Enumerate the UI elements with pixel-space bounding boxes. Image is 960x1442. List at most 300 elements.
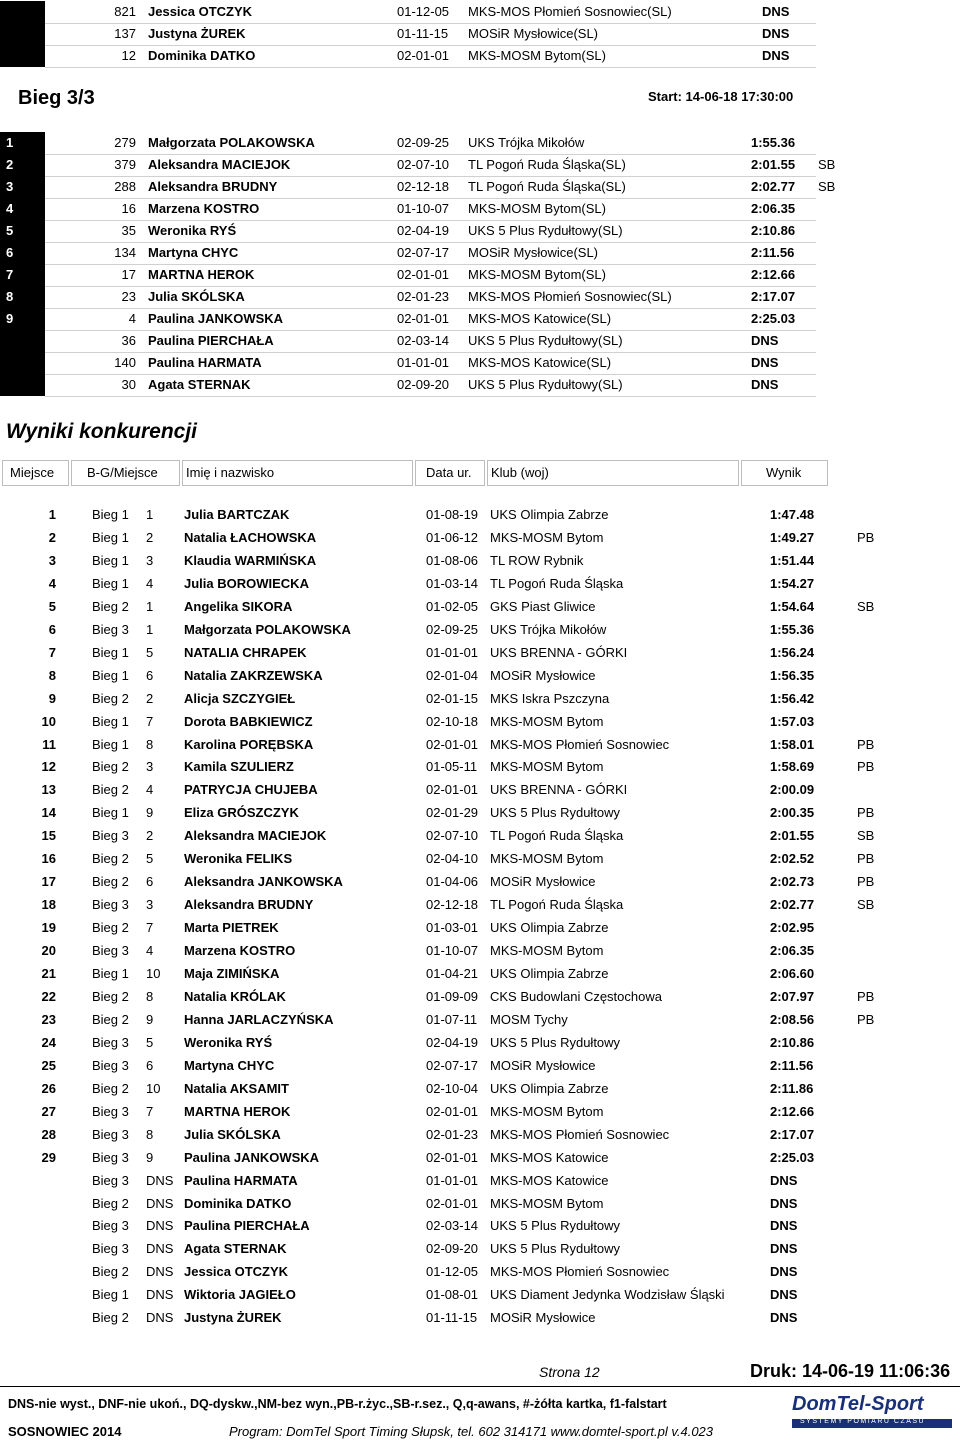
club-name: TL Pogoń Ruda Śląska (490, 828, 624, 844)
result-time: 1:57.03 (770, 713, 815, 729)
club-name: UKS 5 Plus Rydułtowy(SL) (468, 377, 623, 392)
heat-place: 7 (146, 1103, 154, 1119)
birth-date: 01-12-05 (426, 1264, 479, 1280)
result-time: 1:47.48 (770, 507, 815, 522)
heat-label: Bieg 3 (92, 1172, 129, 1188)
place-number: 14 (41, 805, 56, 821)
heat-label: Bieg 3 (92, 1057, 129, 1073)
bib-number: 16 (121, 201, 136, 216)
club-name: GKS Piast Gliwice (490, 598, 596, 614)
place-number: 13 (41, 782, 56, 798)
athlete-name: Dominika DATKO (184, 1195, 292, 1211)
result-time: 1:55.36 (751, 135, 796, 150)
result-row (0, 1169, 960, 1192)
table-row (0, 352, 820, 374)
program-info: Program: DomTel Sport Timing Słupsk, tel. 602 314171 www.domtel-sport.pl v.4.023 (229, 1424, 714, 1439)
heat-label: Bieg 1 (92, 713, 129, 729)
athlete-name: Agata STERNAK (184, 1241, 287, 1257)
footer-divider (0, 1386, 960, 1387)
heat-label: Bieg 2 (92, 874, 129, 890)
result-row (0, 1077, 960, 1100)
place-number: 24 (41, 1034, 56, 1050)
birth-date: 01-07-11 (426, 1011, 478, 1027)
bib-number: 30 (121, 377, 136, 392)
birth-date: 02-01-01 (426, 1149, 479, 1165)
heat-place: 3 (146, 552, 154, 568)
club-name: UKS Trójka Mikołów (468, 135, 585, 150)
place-number: 7 (48, 644, 56, 660)
result-time: 2:11.56 (770, 1057, 814, 1073)
result-time: 2:01.55 (770, 828, 815, 844)
domtel-logo (792, 1393, 956, 1435)
result-time: 1:49.27 (770, 529, 815, 545)
birth-date: 02-09-20 (397, 377, 450, 392)
heat-label: Bieg 2 (92, 1011, 129, 1027)
print-timestamp: Druk: 14-06-19 11:06:36 (750, 1361, 951, 1381)
heat-label: Bieg 3 (92, 1103, 129, 1119)
athlete-name: Weronika RYŚ (148, 223, 237, 238)
athlete-name: Aleksandra JANKOWSKA (184, 874, 343, 890)
club-name: UKS 5 Plus Rydułtowy (490, 805, 621, 821)
heat-place: 5 (146, 1034, 154, 1050)
heat-place: 4 (146, 943, 154, 959)
club-name: UKS Olimpia Zabrze (490, 920, 609, 936)
heat-place: 1 (146, 507, 154, 522)
result-row (0, 939, 960, 962)
club-name: UKS 5 Plus Rydułtowy(SL) (468, 223, 623, 238)
result-time: 2:08.56 (770, 1011, 815, 1027)
birth-date: 02-10-04 (426, 1080, 479, 1096)
heat-label: Bieg 1 (92, 644, 129, 660)
athlete-name: MARTNA HEROK (148, 267, 255, 282)
club-name: UKS 5 Plus Rydułtowy (490, 1241, 621, 1257)
record-flag: PB (857, 988, 875, 1004)
header-name: Imię i nazwisko (182, 460, 413, 486)
athlete-name: Paulina JANKOWSKA (184, 1149, 320, 1165)
athlete-name: Julia BOROWIECKA (184, 575, 309, 591)
record-flag: PB (857, 759, 875, 775)
club-name: MKS-MOSM Bytom(SL) (468, 48, 606, 63)
birth-date: 02-07-17 (397, 245, 450, 260)
result-time: DNS (762, 26, 790, 41)
result-row (0, 893, 960, 916)
heat-place: DNS (146, 1310, 174, 1326)
athlete-name: Justyna ŻUREK (148, 26, 246, 41)
birth-date: 02-01-01 (426, 1103, 479, 1119)
club-name: MOSiR Mysłowice (490, 874, 596, 890)
result-row (0, 618, 960, 641)
heat-place: DNS (146, 1172, 174, 1188)
athlete-name: Maja ZIMIŃSKA (184, 966, 280, 981)
record-flag: PB (857, 529, 875, 545)
birth-date: 02-01-01 (397, 267, 450, 282)
record-flag: PB (857, 736, 875, 752)
place-number: 4 (6, 201, 14, 216)
table-row (0, 1, 820, 23)
result-time: DNS (762, 48, 790, 63)
club-name: TL ROW Rybnik (490, 552, 584, 568)
athlete-name: Wiktoria JAGIEŁO (184, 1287, 296, 1303)
record-flag: PB (857, 1011, 875, 1027)
birth-date: 01-03-01 (426, 920, 479, 936)
result-row (0, 778, 960, 801)
place-number: 29 (41, 1149, 56, 1165)
club-name: MKS-MOSM Bytom (490, 851, 604, 867)
result-time: DNS (770, 1264, 798, 1280)
bib-number: 12 (121, 48, 136, 63)
heat-place: DNS (146, 1264, 174, 1280)
heat-label: Bieg 2 (92, 1310, 129, 1326)
heat-label: Bieg 3 (92, 1149, 129, 1165)
result-time: 2:25.03 (751, 311, 796, 326)
club-name: MOSM Tychy (490, 1011, 568, 1027)
record-flag: SB (857, 598, 875, 614)
place-number: 3 (48, 552, 56, 568)
athlete-name: Julia SKÓLSKA (184, 1126, 281, 1142)
result-time: 2:00.09 (770, 782, 815, 798)
table-row (0, 264, 820, 286)
result-time: DNS (770, 1287, 798, 1303)
result-row (0, 641, 960, 664)
birth-date: 01-06-12 (426, 529, 479, 545)
heat-label: Bieg 2 (92, 988, 129, 1004)
birth-date: 02-01-01 (426, 1195, 479, 1211)
heat-label: Bieg 2 (92, 759, 129, 775)
athlete-name: Aleksandra BRUDNY (148, 179, 278, 194)
bib-number: 36 (121, 333, 136, 348)
result-time: 2:17.07 (770, 1126, 815, 1142)
heat-place: 3 (146, 897, 154, 913)
athlete-name: Martyna CHYC (148, 245, 239, 260)
result-row (0, 1214, 960, 1237)
result-row (0, 1146, 960, 1169)
birth-date: 02-04-19 (397, 223, 450, 238)
result-time: 2:10.86 (770, 1034, 815, 1050)
heat-label: Bieg 3 (92, 1218, 129, 1234)
club-name: MKS-MOS Katowice (490, 1172, 609, 1188)
birth-date: 02-01-15 (426, 690, 479, 706)
result-time: 1:56.24 (770, 644, 815, 660)
place-number: 19 (41, 920, 56, 936)
club-name: MKS-MOS Płomień Sosnowiec(SL) (468, 4, 672, 19)
result-row (0, 916, 960, 939)
athlete-name: PATRYCJA CHUJEBA (184, 782, 318, 798)
heat-label: Bieg 3 (92, 897, 129, 913)
place-number: 26 (41, 1080, 56, 1096)
place-number: 6 (6, 245, 14, 260)
place-number: 28 (41, 1126, 56, 1142)
heat-label: Bieg 3 (92, 943, 129, 959)
athlete-name: Alicja SZCZYGIEŁ (184, 690, 296, 706)
birth-date: 02-03-14 (426, 1218, 479, 1234)
athlete-name: Marta PIETREK (184, 920, 279, 936)
place-number: 27 (41, 1103, 56, 1119)
athlete-name: Julia BARTCZAK (184, 507, 290, 522)
place-number: 8 (6, 289, 14, 304)
birth-date: 01-10-07 (426, 943, 479, 959)
birth-date: 02-07-10 (397, 157, 450, 172)
header-dob: Data ur. (415, 460, 485, 486)
club-name: MOSiR Mysłowice (490, 1310, 596, 1326)
logo-tagline: SYSTEMY POMIARU CZASU (800, 1418, 926, 1425)
place-number: 6 (48, 621, 56, 637)
result-row (0, 664, 960, 687)
heat-place: 8 (146, 1126, 154, 1142)
birth-date: 02-01-01 (426, 736, 479, 752)
club-name: UKS BRENNA - GÓRKI (490, 782, 628, 798)
place-number: 21 (41, 966, 56, 981)
athlete-name: Hanna JARLACZYŃSKA (184, 1011, 334, 1027)
place-number: 7 (6, 267, 14, 282)
result-time: 1:58.01 (770, 736, 815, 752)
result-row (0, 549, 960, 572)
section-title: Wyniki konkurencji (6, 420, 197, 443)
club-name: UKS BRENNA - GÓRKI (490, 644, 628, 660)
record-flag: SB (857, 828, 875, 844)
heat-label: Bieg 3 (92, 828, 129, 844)
bib-number: 137 (114, 26, 136, 41)
athlete-name: Paulina PIERCHAŁA (184, 1218, 310, 1234)
table-row (0, 242, 820, 264)
athlete-name: Eliza GRÓSZCZYK (184, 805, 299, 821)
result-time: 1:54.27 (770, 575, 815, 591)
birth-date: 02-09-20 (426, 1241, 479, 1257)
result-row (0, 1260, 960, 1283)
birth-date: 01-01-01 (426, 1172, 479, 1188)
heat-place: DNS (146, 1195, 174, 1211)
result-row (0, 1100, 960, 1123)
heat-place: 9 (146, 1149, 154, 1165)
header-result: Wynik (741, 460, 828, 486)
athlete-name: Aleksandra MACIEJOK (184, 828, 327, 844)
club-name: UKS Diament Jedynka Wodzisław Śląski (490, 1287, 725, 1303)
heat-place: 6 (146, 874, 154, 890)
result-time: 2:02.77 (770, 897, 815, 913)
club-name: MOSiR Mysłowice(SL) (468, 26, 599, 41)
header-place: Miejsce (2, 460, 69, 486)
club-name: MKS Iskra Pszczyna (490, 690, 610, 706)
place-number: 23 (41, 1011, 56, 1027)
result-time: 2:12.66 (751, 267, 796, 282)
birth-date: 01-01-01 (426, 644, 479, 660)
result-row (0, 962, 960, 985)
record-flag: PB (857, 805, 875, 821)
birth-date: 01-08-06 (426, 552, 479, 568)
athlete-name: Paulina JANKOWSKA (148, 311, 284, 326)
result-time: 2:11.56 (751, 245, 795, 260)
athlete-name: Małgorzata POLAKOWSKA (148, 135, 315, 150)
club-name: MOSiR Mysłowice (490, 667, 596, 683)
birth-date: 02-01-04 (426, 667, 479, 683)
result-time: 2:06.35 (751, 201, 796, 216)
row-divider (45, 67, 816, 68)
birth-date: 01-01-01 (397, 355, 450, 370)
club-name: MKS-MOSM Bytom(SL) (468, 201, 606, 216)
result-time: 2:17.07 (751, 289, 796, 304)
header-heat: B-G/Miejsce (71, 460, 180, 486)
heat-place: 6 (146, 1057, 154, 1073)
athlete-name: Marzena KOSTRO (148, 201, 260, 216)
club-name: UKS 5 Plus Rydułtowy(SL) (468, 333, 623, 348)
bib-number: 288 (114, 179, 136, 194)
heat-label: Bieg 1 (92, 529, 129, 545)
heat-place: 2 (146, 828, 154, 844)
logo-wordmark: DomTel-Sport (792, 1393, 924, 1415)
club-name: MKS-MOS Płomień Sosnowiec (490, 736, 670, 752)
result-row (0, 985, 960, 1008)
result-row (0, 1306, 960, 1329)
heat-place: 5 (146, 644, 154, 660)
heat-place: 9 (146, 805, 154, 821)
heat-label: Bieg 3 (92, 621, 129, 637)
heat-place: 2 (146, 529, 154, 545)
birth-date: 02-04-19 (426, 1034, 479, 1050)
heat-place: 9 (146, 1011, 154, 1027)
heat-label: Bieg 3 (92, 1241, 129, 1257)
athlete-name: Natalia ZAKRZEWSKA (184, 667, 323, 683)
bib-number: 279 (114, 135, 136, 150)
athlete-name: Agata STERNAK (148, 377, 251, 392)
birth-date: 01-10-07 (397, 201, 450, 216)
athlete-name: Jessica OTCZYK (184, 1264, 289, 1280)
heat-label: Bieg 1 (92, 575, 129, 591)
heat-place: 6 (146, 667, 154, 683)
birth-date: 02-01-23 (426, 1126, 479, 1142)
club-name: MKS-MOSM Bytom (490, 713, 604, 729)
athlete-name: Weronika RYŚ (184, 1034, 273, 1050)
result-time: 2:25.03 (770, 1149, 815, 1165)
place-number: 25 (41, 1057, 56, 1073)
table-row (0, 198, 820, 220)
heat-start-time: Start: 14-06-18 17:30:00 (648, 89, 794, 104)
table-row (0, 374, 820, 396)
result-row (0, 1008, 960, 1031)
record-flag: SB (818, 157, 836, 172)
result-time: 2:02.77 (751, 179, 796, 194)
bib-number: 17 (121, 267, 136, 282)
athlete-name: MARTNA HEROK (184, 1103, 291, 1119)
birth-date: 01-12-05 (397, 4, 450, 19)
heat-place: 8 (146, 736, 154, 752)
heat-label: Bieg 1 (92, 736, 129, 752)
table-row (0, 220, 820, 242)
athlete-name: Marzena KOSTRO (184, 943, 296, 959)
club-name: MKS-MOS Płomień Sosnowiec (490, 1264, 670, 1280)
result-row (0, 870, 960, 893)
bib-number: 4 (128, 311, 136, 326)
athlete-name: NATALIA CHRAPEK (184, 644, 307, 660)
table-row (0, 132, 820, 154)
result-time: 2:10.86 (751, 223, 796, 238)
result-time: 1:54.64 (770, 598, 815, 614)
result-time: 1:58.69 (770, 759, 815, 775)
place-number: 3 (6, 179, 14, 194)
heat-place: 8 (146, 988, 154, 1004)
heat-place: DNS (146, 1218, 174, 1234)
birth-date: 02-09-25 (426, 621, 479, 637)
table-row (0, 176, 836, 198)
place-number: 18 (41, 897, 56, 913)
result-row (0, 733, 960, 756)
athlete-name: Weronika FELIKS (184, 851, 293, 867)
athlete-name: Julia SKÓLSKA (148, 289, 245, 304)
birth-date: 01-04-21 (426, 966, 479, 981)
heat-label: Bieg 1 (92, 1287, 129, 1303)
athlete-name: Natalia AKSAMIT (184, 1080, 289, 1096)
record-flag: SB (857, 897, 875, 913)
birth-date: 02-01-29 (426, 805, 479, 821)
place-number: 9 (6, 311, 14, 326)
heat-place: 4 (146, 575, 154, 591)
result-row (0, 595, 960, 618)
place-number: 1 (6, 135, 14, 150)
place-number: 15 (41, 828, 56, 844)
result-row (0, 710, 960, 733)
place-number: 5 (48, 598, 56, 614)
club-name: UKS 5 Plus Rydułtowy (490, 1034, 621, 1050)
birth-date: 01-04-06 (426, 874, 479, 890)
result-time: 2:11.86 (770, 1080, 814, 1096)
athlete-name: Natalia ŁACHOWSKA (184, 529, 317, 545)
heat-place: 7 (146, 920, 154, 936)
club-name: TL Pogoń Ruda Śląska(SL) (468, 179, 626, 194)
club-name: MKS-MOS Katowice(SL) (468, 311, 612, 326)
record-flag: PB (857, 851, 875, 867)
result-row (0, 503, 960, 526)
club-name: TL Pogoń Ruda Śląska (490, 575, 624, 591)
athlete-name: Angelika SIKORA (184, 598, 293, 614)
heat-label: Bieg 1 (92, 507, 129, 522)
athlete-name: Martyna CHYC (184, 1057, 275, 1073)
result-row (0, 1031, 960, 1054)
result-time: 1:56.42 (770, 690, 815, 706)
club-name: MKS-MOS Katowice (490, 1149, 609, 1165)
heat-place: 3 (146, 759, 154, 775)
heat-title: Bieg 3/3 (18, 87, 95, 109)
birth-date: 01-08-19 (426, 507, 479, 522)
result-row (0, 801, 960, 824)
heat-place: 10 (146, 966, 161, 981)
place-number: 1 (48, 507, 56, 522)
result-time: 2:07.97 (770, 988, 815, 1004)
place-number: 2 (48, 529, 56, 545)
bib-number: 140 (114, 355, 136, 370)
place-number: 17 (41, 874, 56, 890)
club-name: MOSiR Mysłowice (490, 1057, 596, 1073)
birth-date: 02-01-23 (397, 289, 450, 304)
record-flag: SB (818, 179, 836, 194)
athlete-name: Paulina HARMATA (184, 1172, 298, 1188)
result-row (0, 824, 960, 847)
heat-label: Bieg 2 (92, 1080, 129, 1096)
athlete-name: Aleksandra BRUDNY (184, 897, 314, 913)
result-row (0, 847, 960, 870)
athlete-name: Jessica OTCZYK (148, 4, 253, 19)
bib-number: 35 (121, 223, 136, 238)
result-time: 2:12.66 (770, 1103, 815, 1119)
heat-place: 1 (146, 621, 154, 637)
heat-place: 7 (146, 713, 154, 729)
place-number: 9 (48, 690, 56, 706)
heat-label: Bieg 1 (92, 805, 129, 821)
club-name: TL Pogoń Ruda Śląska(SL) (468, 157, 626, 172)
table-row (0, 308, 820, 330)
place-number: 16 (41, 851, 56, 867)
bib-number: 134 (114, 245, 136, 260)
place-number: 4 (48, 575, 56, 591)
athlete-name: Natalia KRÓLAK (184, 988, 286, 1004)
result-row (0, 1054, 960, 1077)
